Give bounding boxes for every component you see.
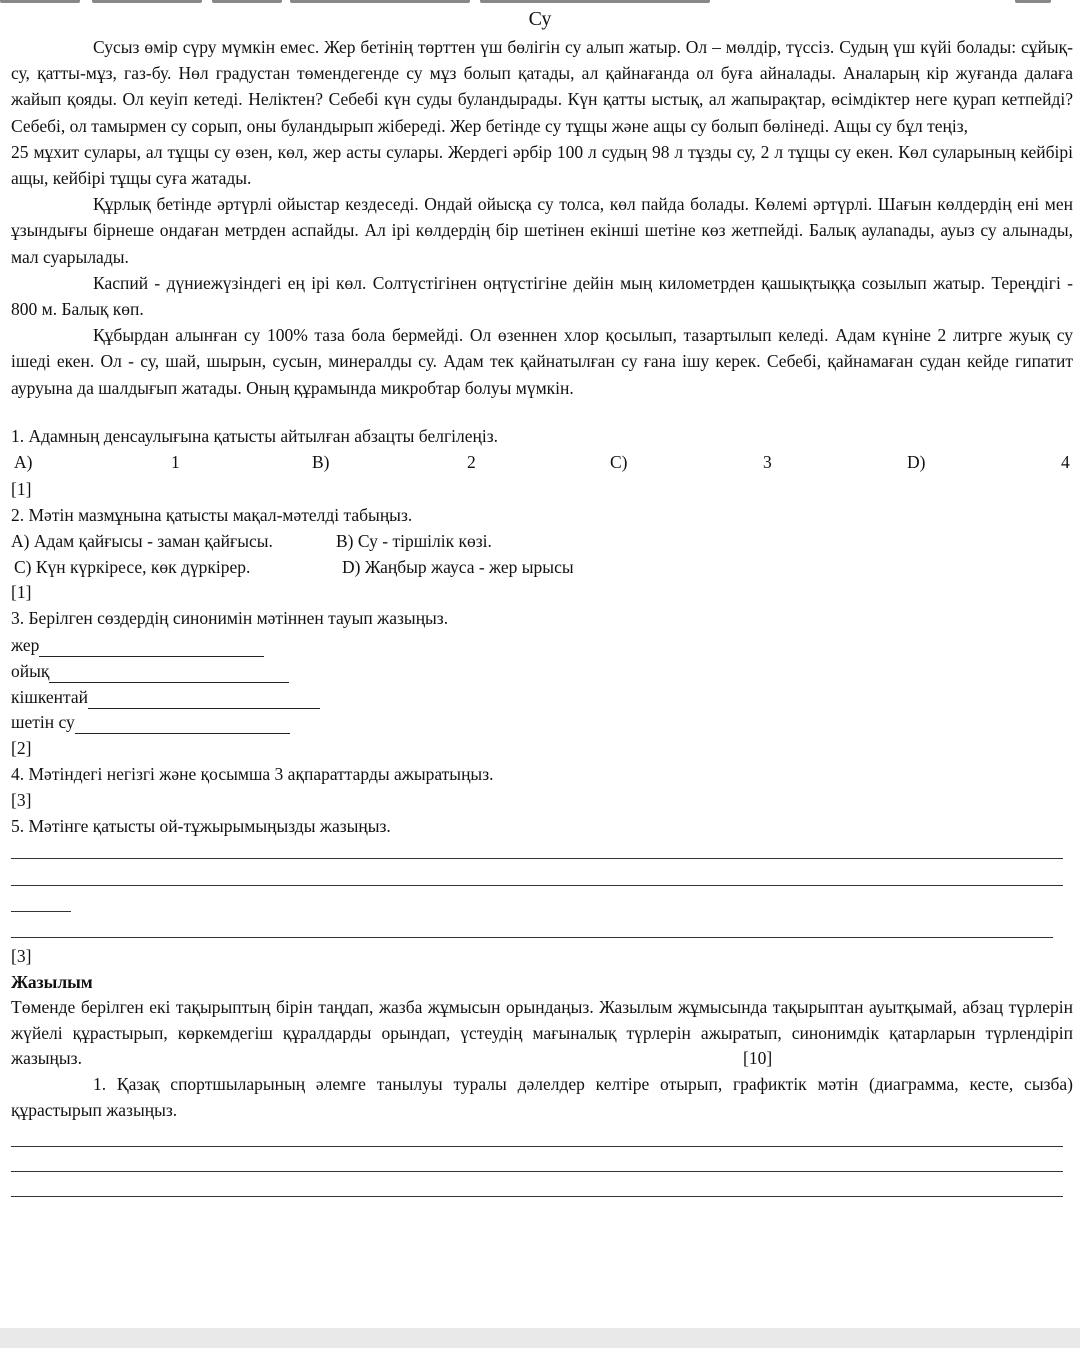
paragraph-2: 25 мұхит сулары, ал тұщы су өзен, көл, жер асты сулары. Жердегі әрбір 100 л судың 98 л тұзды су, 2 л тұщы су екен. Көл суларының кейбірі ащы, кейбірі тұщы суға жатады. [11,141,1073,189]
q1-option-c-letter[interactable]: C) [610,452,628,472]
q2-option-a[interactable]: A) Адам қайғысы - заман қайғысы. [11,531,273,551]
q5-answer-line-1[interactable] [11,858,1063,859]
q1-option-a-letter[interactable]: A) [14,452,33,472]
question-3: 3. Берілген сөздердің синонимін мәтіннен тауып жазыңыз. [11,608,449,628]
q1-score: [1] [11,479,32,499]
q1-option-a-value: 1 [171,452,180,472]
question-4: 4. Мәтіндегі негізгі және қосымша 3 ақпараттарды ажыратыңыз. [11,764,494,784]
q5-score: [3] [11,946,32,966]
paragraph-3: Құрлық бетінде әртүрлі ойыстар кездеседі. Ондай ойысқа су толса, көл пайда болады. Көлемі әртүрлі. Шағын көлдердің ені мен ұзындығы бірнеше ондаған метрден аспайды. Ал ірі көлдердің бір шетінен екінші шетіне көз жетпейді. Балық аулanады, ауыз су алынады, мал суарылады. [11,194,1073,267]
q3-answer-2-blank[interactable] [49,664,289,683]
q1-option-b-value: 2 [467,452,476,472]
q1-option-d-value: 4 [1061,452,1070,472]
q1-option-d-letter[interactable]: D) [907,452,926,472]
q2-score: [1] [11,582,32,602]
q5-answer-line-2[interactable] [11,885,1063,886]
q3-answer-4-blank[interactable] [75,715,290,734]
paragraph-1: Сусыз өмір сүру мүмкін емес. Жер бетінің төрттен үш бөлігін су алып жатыр. Ол – мөлдір, түссіз. Судың үш күйі болады: сұйық-су, қатты-мұз, газ-бу. Нөл градустан төмендегенде су мұз болып қатады, ал қайнағанда ол буға айналады. Аналарың кір жуғанда далаға жайып қояды. Ол кеуіп кетеді. Неліктен? Себебі күн суды буландырады. Күн қатты ыстық, ал жапырақтар, өсімдіктер неге қурап кетпейді? Себебі, ол тамырмен су сорып, оны буландырып жібереді. Жер бетінде су тұщы және ащы су болып бөлінеді. Ащы су бұл теңіз, [11,37,1073,136]
q3-word-2-row [11,659,289,683]
question-1: 1. Адамның денсаулығына қатысты айтылған абзацты белгілеңіз. [11,426,499,446]
writing-score: [10] [743,1048,773,1068]
q2-option-d[interactable]: D) Жаңбыр жауса - жер ырысы [342,557,574,577]
question-5: 5. Мәтінге қатысты ой-тұжырымыңызды жазыңыз. [11,816,391,836]
q4-score: [3] [11,790,32,810]
writing-answer-line-1[interactable] [11,1146,1063,1147]
writing-answer-line-3[interactable] [11,1196,1063,1197]
q3-answer-3-blank[interactable] [88,690,320,709]
question-2: 2. Мәтін мазмұнына қатысты мақал-мәтелді табыңыз. [11,505,413,525]
page-bottom-edge [0,1328,1080,1348]
writing-instructions: Төменде берілген екі тақырыптың бірін таңдап, жазба жұмысын орындаңыз. Жазылым жұмысында тақырыптан ауытқымай, абзац түрлерін жүйелі құрастырып, көркемдегіш құралдарды орындап, үстеудің мағыналық түрлерін ажыратып, синонимдік қатарларын түрлендіріп жазыңыз. [11,997,1073,1068]
q2-option-c[interactable]: C) Күн күркіресе, көк дүркірер. [14,557,251,577]
text-title: Су [528,8,552,30]
q3-word-3: кішкентай [11,687,89,707]
q3-answer-1-blank[interactable] [39,638,264,657]
q3-score: [2] [11,738,32,758]
q2-option-b[interactable]: B) Су - тіршілік көзі. [336,531,492,551]
q3-word-4-row [11,710,290,734]
q3-word-2: ойық [11,661,50,681]
paragraph-5: Құбырдан алынған су 100% таза бола бермейді. Ол өзеннен хлор қосылып, тазартылып келеді. Адам күніне 2 литрге жуық су ішеді екен. Ол - су, шай, шырын, сусын, минералды су. Адам тек қайнатылған су ғана ішу керек. Себебі, қайнамаған судан кейде гипатит ауруына да шалдығып жатады. Оның құрамында микробтар болуы мүмкін. [11,325,1073,398]
q3-word-4: шетін су [11,712,75,732]
q3-word-1-row [11,633,264,657]
q5-answer-line-3[interactable] [11,911,71,912]
q3-word-3-row [11,685,320,709]
writing-heading: Жазылым [11,972,93,992]
cropped-header-strip [0,0,1080,6]
writing-task-1: 1. Қазақ спортшыларының әлемге танылуы туралы дәлелдер келтіре отырып, графиктік мәтін (диаграмма, кесте, сызба) құрастырып жазыңыз. [11,1074,1073,1120]
reading-text [11,34,1073,401]
q1-option-b-letter[interactable]: B) [312,452,330,472]
q3-word-1: жер [11,635,40,655]
writing-answer-line-2[interactable] [11,1171,1063,1172]
q5-answer-line-4[interactable] [11,937,1053,938]
paragraph-4: Каспий - дүниежүзіндегі ең ірі көл. Солтүстігінен оңтүстігіне дейін мың километрден қашықтыққа созылып жатыр. Тереңдігі - 800 м. Балық көп. [11,272,1073,320]
q1-option-c-value: 3 [763,452,772,472]
